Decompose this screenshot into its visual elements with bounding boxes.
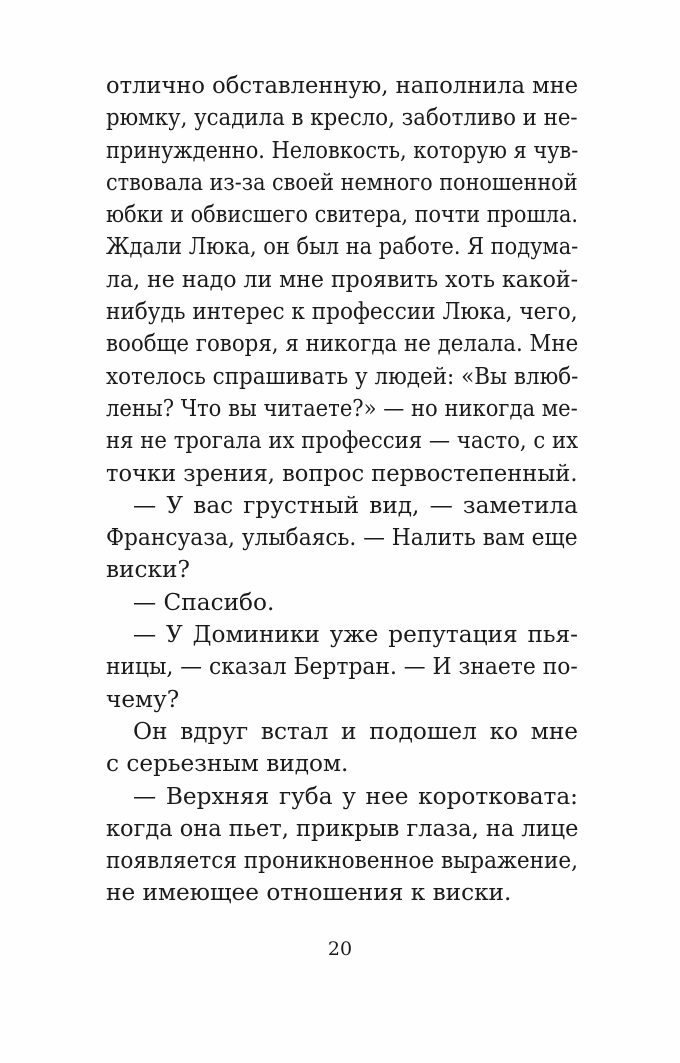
text-line: хотелось спрашивать у людей: «Вы влюб- <box>106 362 579 390</box>
text-line: Ждали Люка, он был на работе. Я подума- <box>106 233 579 261</box>
text-line: с серьезным видом. <box>106 750 349 778</box>
text-line: нибудь интерес к профессии Люка, чего, <box>106 298 578 326</box>
text-line: — Верхняя губа у нее коротковата: <box>133 782 578 810</box>
text-line: — У вас грустный вид, — заметила <box>133 491 578 519</box>
text-line: ня не трогала их профессия — часто, с их <box>106 427 579 455</box>
text-line: отлично обставленную, наполнила мне <box>106 72 579 99</box>
text-line: ствовала из-за своей немного поношенной <box>106 168 578 196</box>
text-line: чему? <box>106 685 180 713</box>
text-line: принужденно. Неловкость, которую я чув- <box>106 136 579 164</box>
text-line: когда она пьет, прикрыв глаза, на лице <box>106 814 579 842</box>
text-line: рюмку, усадила в кресло, заботливо и не- <box>106 104 578 132</box>
text-line: лены? Что вы читаете?» — но никогда ме- <box>106 394 578 422</box>
text-line: юбки и обвисшего свитера, почти прошла. <box>106 201 579 229</box>
text-line: вообще говоря, я никогда не делала. Мне <box>106 330 579 358</box>
page-number: 20 <box>327 938 353 960</box>
text-line: появляется проникновенное выражение, <box>106 847 579 875</box>
text-line: не имеющее отношения к виски. <box>106 879 512 907</box>
text-line: виски? <box>106 556 190 584</box>
text-line: Он вдруг встал и подошел ко мне <box>133 717 578 745</box>
text-line: — У Доминики уже репутация пья- <box>133 621 578 649</box>
text-line: Франсуаза, улыбаясь. — Налить вам еще <box>106 524 578 552</box>
text-line: ницы, — сказал Бертран. — И знаете по- <box>106 653 578 681</box>
text-line: ла, не надо ли мне проявить хоть какой- <box>106 265 579 293</box>
text-line: точки зрения, вопрос первостепенный. <box>106 459 578 487</box>
body-text <box>106 70 578 910</box>
text-line: — Спасибо. <box>133 588 275 616</box>
